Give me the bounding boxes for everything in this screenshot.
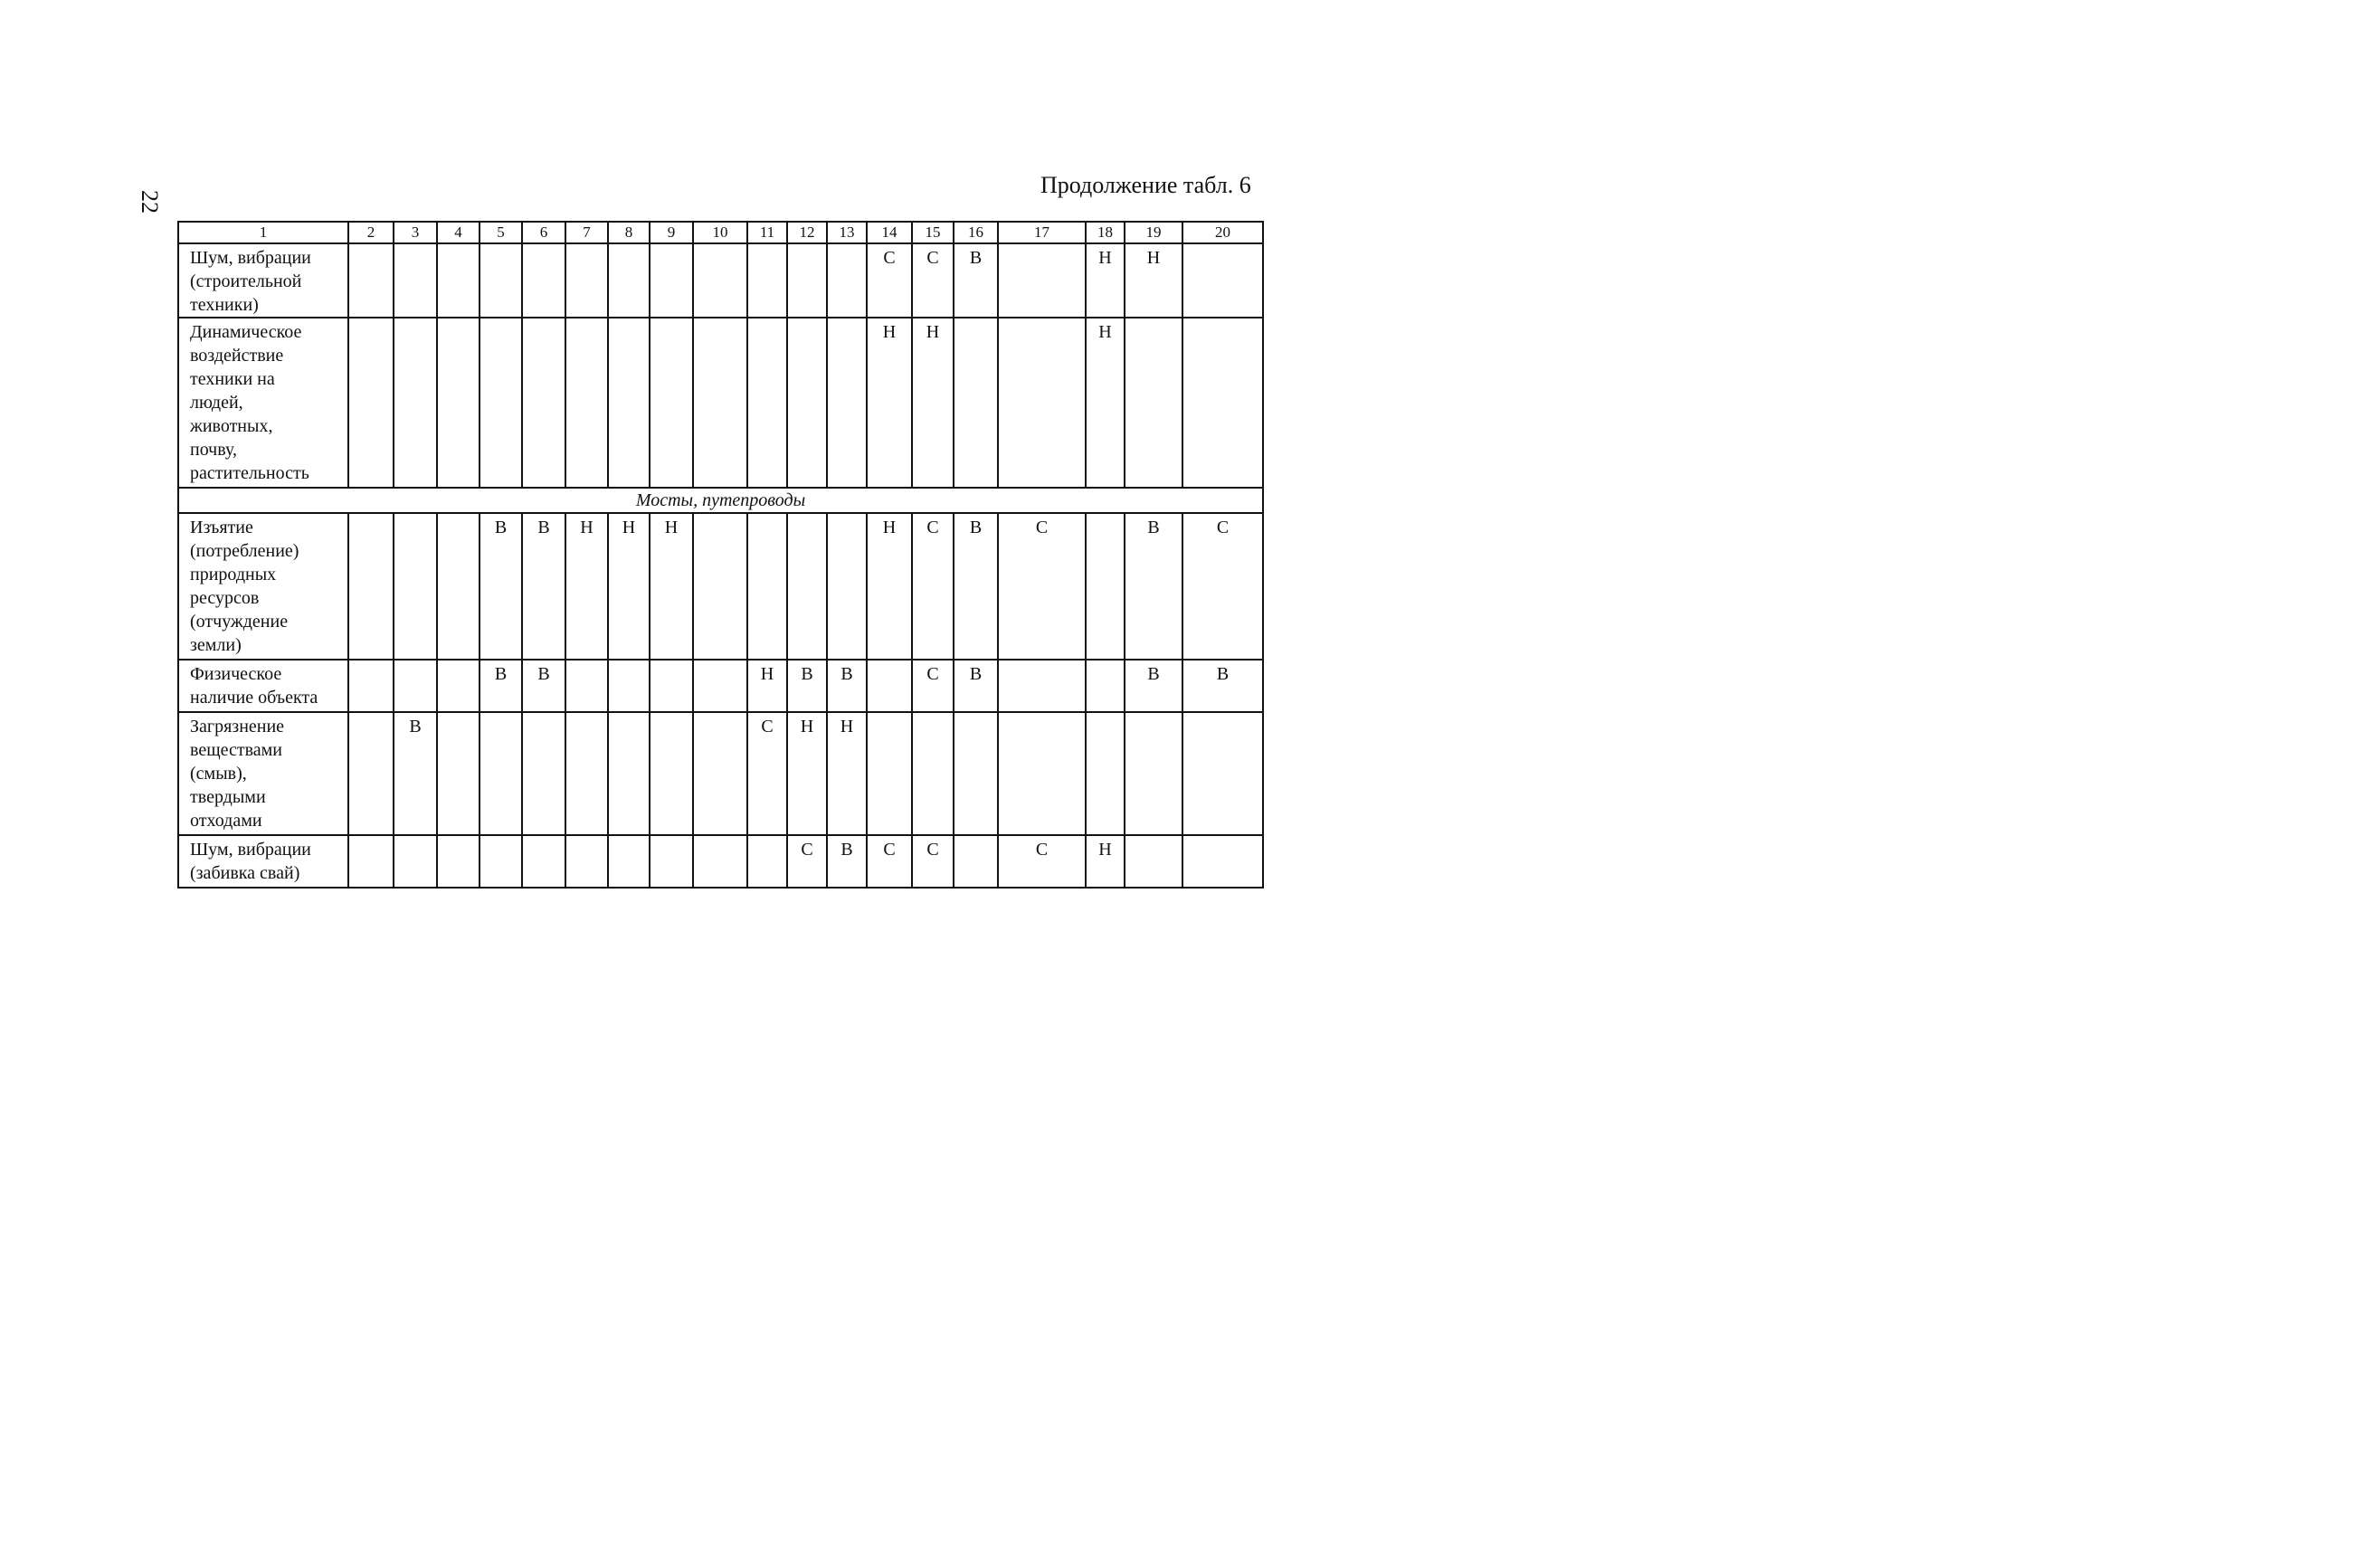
impact-cell-col-3 [394, 513, 437, 660]
row-label-line: Динамическое [190, 322, 302, 342]
impact-cell-col-18 [1086, 660, 1125, 712]
row-label-line: отходами [190, 811, 262, 831]
column-header-7: 7 [565, 222, 608, 243]
row-label-line: наличие объекта [190, 688, 318, 708]
impact-cell-col-4 [437, 835, 480, 888]
column-header-19: 19 [1125, 222, 1182, 243]
column-header-17: 17 [998, 222, 1086, 243]
column-header-12: 12 [787, 222, 827, 243]
impact-cell-col-13 [827, 513, 867, 660]
column-header-5: 5 [480, 222, 522, 243]
impact-cell-col-6 [522, 835, 565, 888]
impact-cell-col-6 [522, 243, 565, 318]
impact-cell-col-20 [1182, 318, 1263, 488]
row-label [178, 660, 348, 712]
impact-cell-col-4 [437, 513, 480, 660]
column-header-14: 14 [867, 222, 912, 243]
row-label-line: (потребление) [190, 541, 299, 561]
row-label-line: техники) [190, 295, 259, 315]
impact-cell-col-8: Н [608, 513, 650, 660]
impact-cell-col-19 [1125, 835, 1182, 888]
impact-cell-col-18 [1086, 513, 1125, 660]
impact-cell-col-18: Н [1086, 835, 1125, 888]
impact-cell-col-2 [348, 660, 394, 712]
impact-cell-col-12: С [787, 835, 827, 888]
impact-cell-col-12 [787, 318, 827, 488]
impact-cell-col-6: В [522, 513, 565, 660]
impact-cell-col-20: С [1182, 513, 1263, 660]
impact-cell-col-10 [693, 243, 747, 318]
impact-cell-col-7 [565, 835, 608, 888]
impact-cell-col-17 [998, 660, 1086, 712]
impact-cell-col-10 [693, 318, 747, 488]
row-label [178, 712, 348, 835]
impact-cell-col-14: С [867, 835, 912, 888]
row-label-line: Физическое [190, 664, 282, 684]
impact-cell-col-16: В [954, 660, 998, 712]
impact-cell-col-5: В [480, 513, 522, 660]
impact-cell-col-11 [747, 835, 787, 888]
row-label-line: (отчуждение [190, 612, 289, 632]
impact-cell-col-9: Н [650, 513, 693, 660]
impact-cell-col-10 [693, 513, 747, 660]
impact-cell-col-9 [650, 243, 693, 318]
impact-cell-col-6: В [522, 660, 565, 712]
table-row [178, 513, 1263, 660]
impact-cell-col-7 [565, 660, 608, 712]
impact-cell-col-8 [608, 318, 650, 488]
row-label-line: (смыв), [190, 764, 247, 784]
impact-cell-col-12 [787, 513, 827, 660]
impact-cell-col-2 [348, 712, 394, 835]
impact-cell-col-19 [1125, 712, 1182, 835]
column-header-8: 8 [608, 222, 650, 243]
impact-cell-col-17 [998, 318, 1086, 488]
row-label-line: техники на [190, 369, 275, 389]
row-label-line: Шум, вибрации [190, 248, 311, 268]
impact-cell-col-6 [522, 318, 565, 488]
impact-cell-col-19: В [1125, 660, 1182, 712]
column-header-6: 6 [522, 222, 565, 243]
impact-cell-col-19: В [1125, 513, 1182, 660]
column-header-18: 18 [1086, 222, 1125, 243]
row-label-line: Загрязнение [190, 717, 285, 736]
impact-cell-col-12: Н [787, 712, 827, 835]
row-label-line: почву, [190, 440, 238, 460]
impact-cell-col-9 [650, 835, 693, 888]
page-number: 22 [137, 190, 163, 214]
impact-cell-col-14: С [867, 243, 912, 318]
impact-cell-col-8 [608, 835, 650, 888]
table-body [178, 243, 1263, 888]
impact-cell-col-14 [867, 712, 912, 835]
row-label-line: (забивка свай) [190, 863, 300, 883]
impact-cell-col-2 [348, 318, 394, 488]
impact-cell-col-20 [1182, 243, 1263, 318]
impact-cell-col-4 [437, 660, 480, 712]
impact-cell-col-2 [348, 835, 394, 888]
row-label-line: людей, [190, 393, 243, 413]
impact-cell-col-13: Н [827, 712, 867, 835]
impact-cell-col-3 [394, 243, 437, 318]
column-header-2: 2 [348, 222, 394, 243]
impact-cell-col-11: С [747, 712, 787, 835]
column-header-4: 4 [437, 222, 480, 243]
impact-cell-col-16 [954, 835, 998, 888]
row-label-line: земли) [190, 635, 242, 655]
row-label-line: веществами [190, 740, 283, 760]
impact-cell-col-14: Н [867, 513, 912, 660]
impact-cell-col-13: В [827, 660, 867, 712]
impact-cell-col-15: С [912, 660, 954, 712]
impact-cell-col-9 [650, 712, 693, 835]
impact-cell-col-5 [480, 712, 522, 835]
impact-cell-col-7 [565, 318, 608, 488]
impact-cell-col-11 [747, 243, 787, 318]
impact-cell-col-10 [693, 712, 747, 835]
column-header-16: 16 [954, 222, 998, 243]
impact-cell-col-17: С [998, 835, 1086, 888]
impact-cell-col-15: С [912, 243, 954, 318]
impact-cell-col-9 [650, 318, 693, 488]
row-label-line: растительность [190, 463, 309, 483]
section-title: Мосты, путепроводы [178, 488, 1263, 513]
table-row [178, 712, 1263, 835]
table-row [178, 660, 1263, 712]
header-row [178, 222, 1263, 243]
table-continuation-caption: Продолжение табл. 6 [1040, 172, 1251, 198]
row-label-line: Изъятие [190, 518, 253, 537]
impact-cell-col-14 [867, 660, 912, 712]
impact-cell-col-17: С [998, 513, 1086, 660]
column-header-13: 13 [827, 222, 867, 243]
row-label-line: твердыми [190, 787, 266, 807]
impact-cell-col-5 [480, 318, 522, 488]
impact-cell-col-18: Н [1086, 243, 1125, 318]
impact-cell-col-13 [827, 243, 867, 318]
impact-cell-col-16: В [954, 513, 998, 660]
impact-cell-col-16 [954, 712, 998, 835]
impact-cell-col-14: Н [867, 318, 912, 488]
section-row [178, 488, 1263, 513]
impact-cell-col-8 [608, 243, 650, 318]
impact-cell-col-3 [394, 660, 437, 712]
row-label [178, 318, 348, 488]
impact-cell-col-16 [954, 318, 998, 488]
impact-cell-col-3 [394, 318, 437, 488]
column-header-20: 20 [1182, 222, 1263, 243]
impact-cell-col-7: Н [565, 513, 608, 660]
impact-cell-col-12: В [787, 660, 827, 712]
impact-cell-col-4 [437, 712, 480, 835]
impact-cell-col-19 [1125, 318, 1182, 488]
impact-cell-col-3: В [394, 712, 437, 835]
table-header [178, 222, 1263, 243]
impact-cell-col-12 [787, 243, 827, 318]
impact-cell-col-18 [1086, 712, 1125, 835]
impact-cell-col-17 [998, 243, 1086, 318]
row-label-line: воздействие [190, 346, 284, 366]
impact-cell-col-15: Н [912, 318, 954, 488]
impact-cell-col-11 [747, 318, 787, 488]
impact-cell-col-8 [608, 712, 650, 835]
row-label [178, 243, 348, 318]
impact-cell-col-11: Н [747, 660, 787, 712]
row-label-line: Шум, вибрации [190, 840, 311, 860]
impact-cell-col-9 [650, 660, 693, 712]
row-label-line: ресурсов [190, 588, 260, 608]
impact-cell-col-4 [437, 318, 480, 488]
impact-cell-col-5: В [480, 660, 522, 712]
table-row [178, 318, 1263, 488]
impact-cell-col-13: В [827, 835, 867, 888]
impact-cell-col-15: С [912, 835, 954, 888]
impact-cell-col-2 [348, 243, 394, 318]
impact-cell-col-5 [480, 835, 522, 888]
impact-cell-col-18: Н [1086, 318, 1125, 488]
impact-cell-col-11 [747, 513, 787, 660]
table-row [178, 243, 1263, 318]
column-header-10: 10 [693, 222, 747, 243]
impact-cell-col-13 [827, 318, 867, 488]
impact-cell-col-20 [1182, 835, 1263, 888]
impact-cell-col-17 [998, 712, 1086, 835]
row-label-line: животных, [190, 416, 273, 436]
column-header-15: 15 [912, 222, 954, 243]
impact-cell-col-7 [565, 243, 608, 318]
impact-cell-col-8 [608, 660, 650, 712]
impact-cell-col-15: С [912, 513, 954, 660]
impact-cell-col-10 [693, 660, 747, 712]
impact-cell-col-2 [348, 513, 394, 660]
impact-cell-col-15 [912, 712, 954, 835]
column-header-11: 11 [747, 222, 787, 243]
row-label [178, 513, 348, 660]
row-label [178, 835, 348, 888]
impact-cell-col-20: В [1182, 660, 1263, 712]
impact-cell-col-6 [522, 712, 565, 835]
column-header-1: 1 [178, 222, 348, 243]
impact-matrix-table [177, 221, 1264, 889]
impact-cell-col-19: Н [1125, 243, 1182, 318]
impact-cell-col-3 [394, 835, 437, 888]
impact-cell-col-5 [480, 243, 522, 318]
row-label-line: (строительной [190, 271, 302, 291]
impact-cell-col-10 [693, 835, 747, 888]
impact-cell-col-7 [565, 712, 608, 835]
table-row [178, 835, 1263, 888]
row-label-line: природных [190, 565, 277, 584]
impact-cell-col-4 [437, 243, 480, 318]
impact-cell-col-20 [1182, 712, 1263, 835]
column-header-9: 9 [650, 222, 693, 243]
column-header-3: 3 [394, 222, 437, 243]
impact-cell-col-16: В [954, 243, 998, 318]
